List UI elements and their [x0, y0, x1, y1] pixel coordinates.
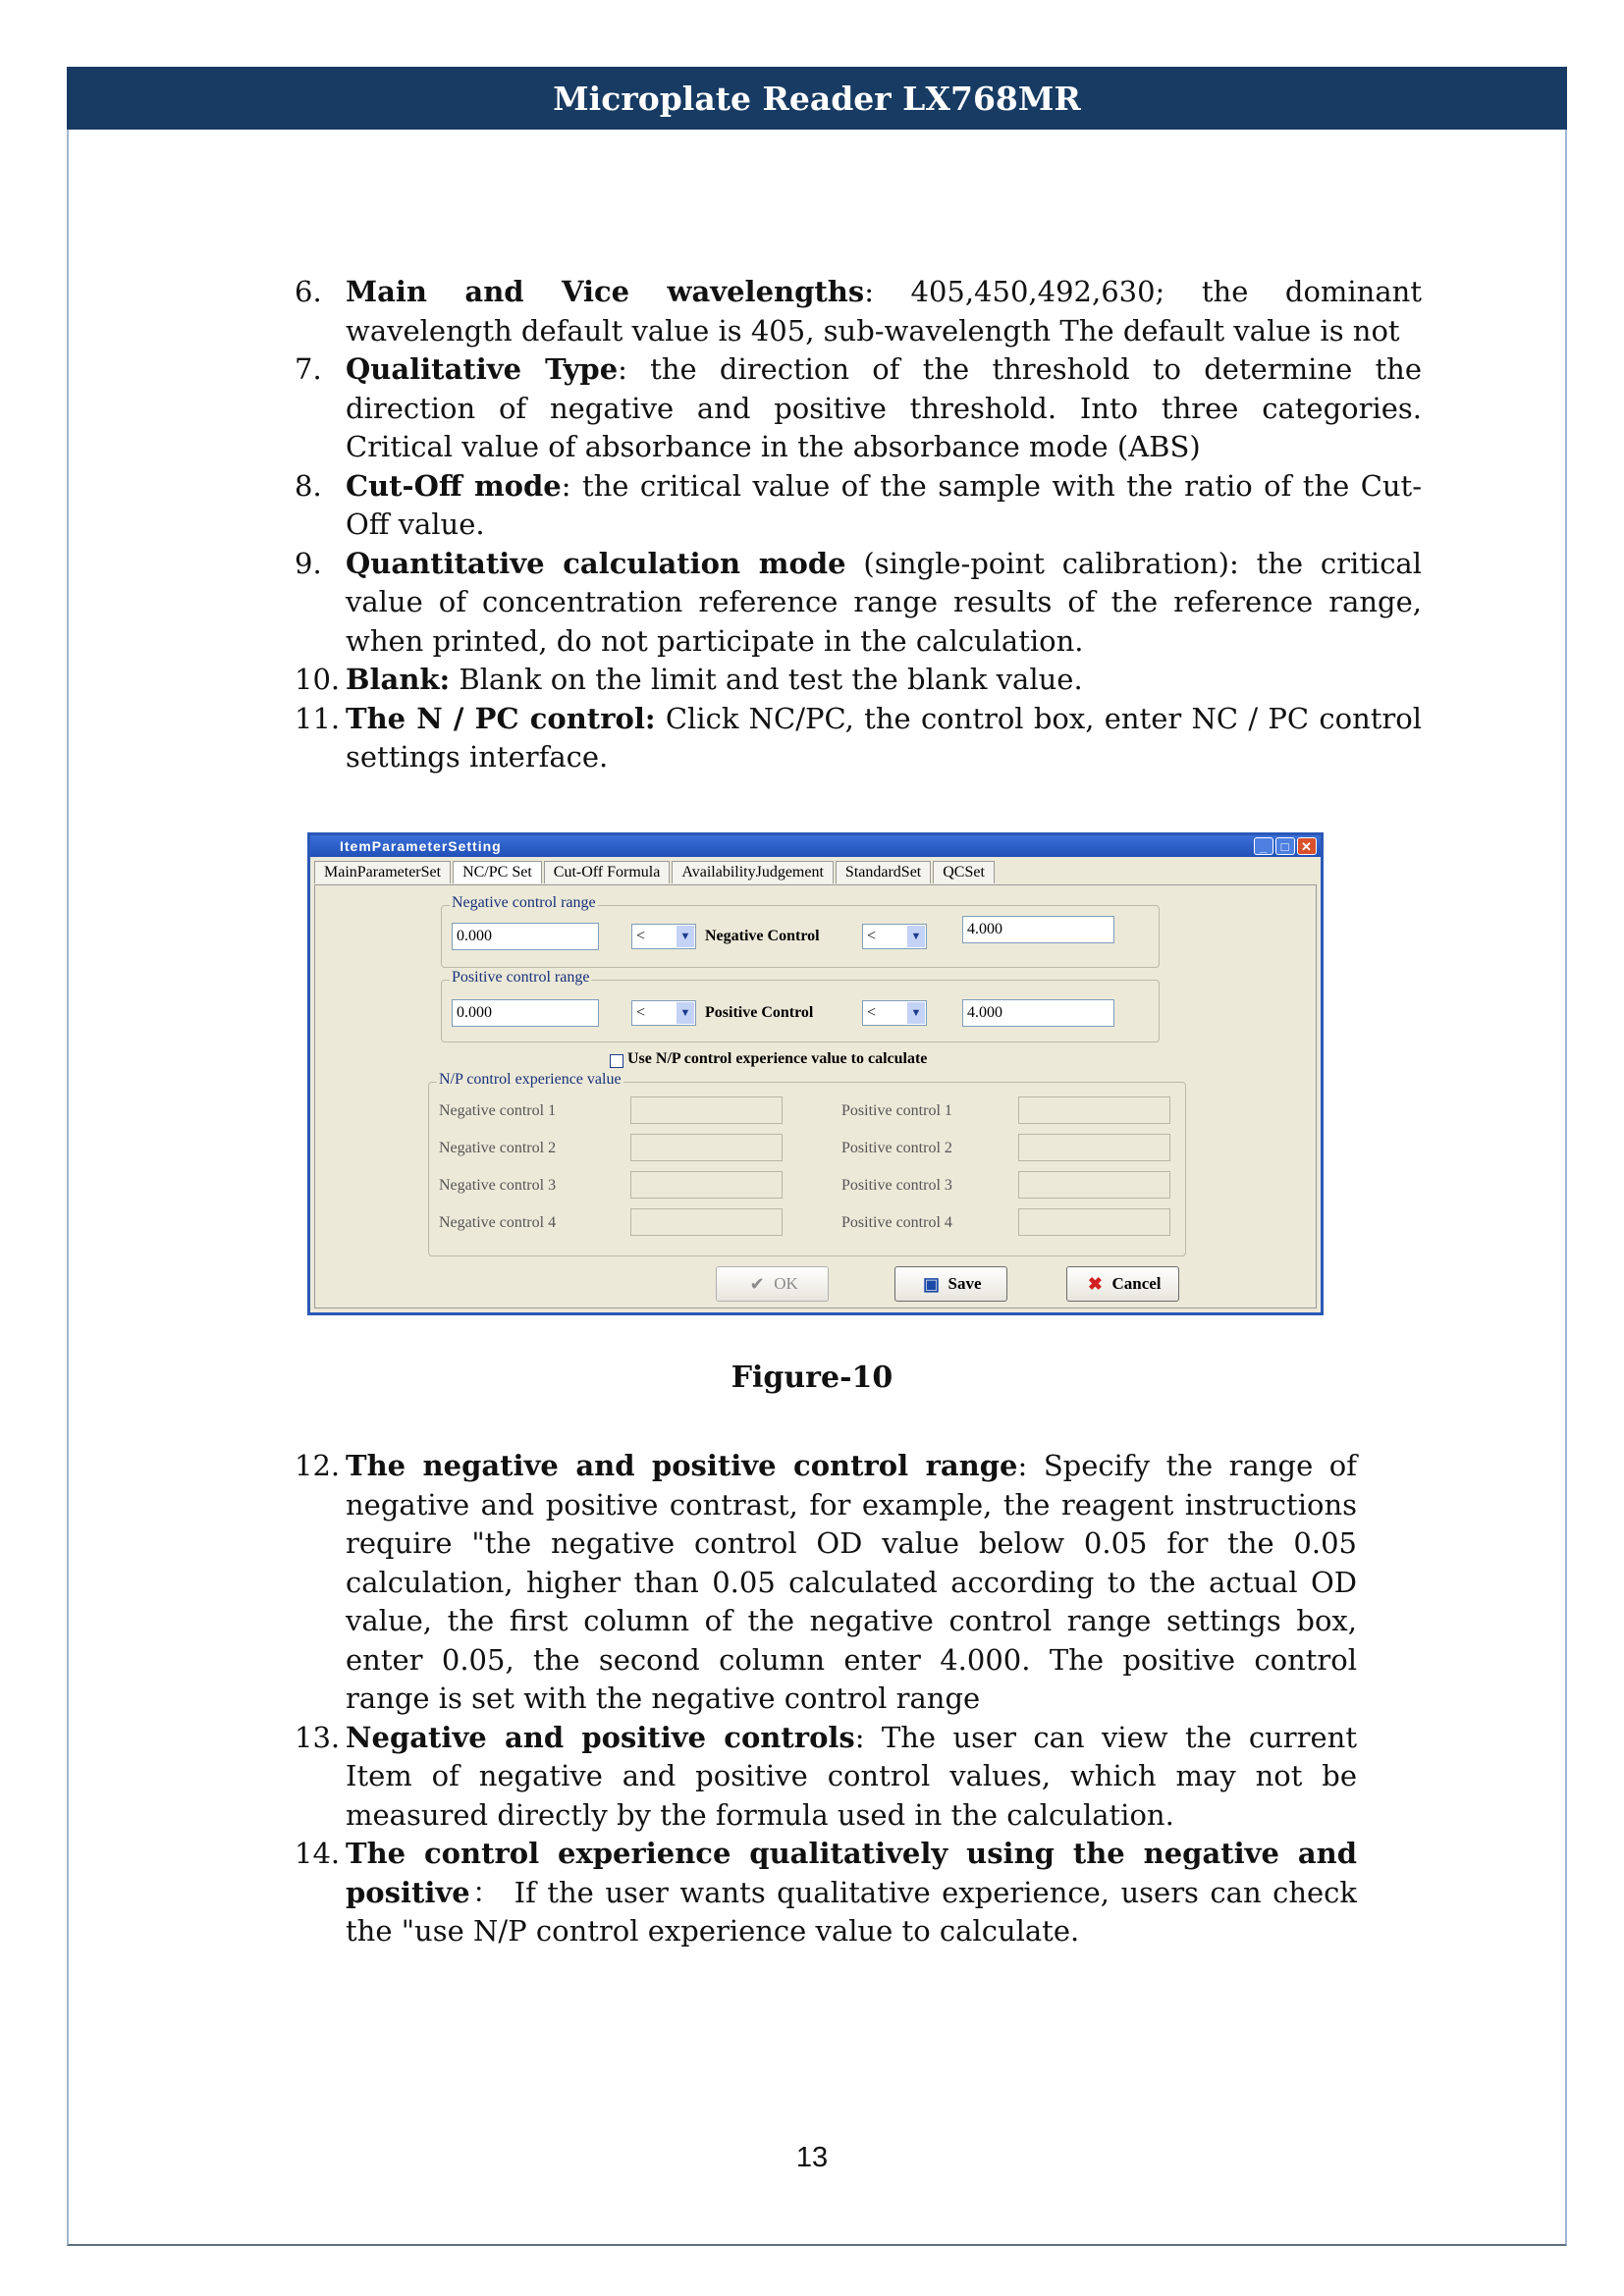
tab-standard-set[interactable]: StandardSet	[836, 861, 931, 883]
negative-control-range-group	[441, 894, 1160, 968]
list-item: 7. Qualitative Type: the direction of the threshold to determine the direction of negative and positive threshold. Into three categories. Critical value of absorbance in the absorbance mode (ABS)	[295, 352, 1422, 463]
chevron-down-icon: ▼	[907, 1002, 925, 1024]
positive-control-4-label: Positive control 4	[841, 1214, 952, 1231]
window-title: ItemParameterSetting	[340, 838, 502, 854]
positive-op2-select[interactable]: < ▼	[862, 1000, 927, 1026]
negative-control-4-input	[630, 1208, 783, 1236]
group-legend: N/P control experience value	[439, 1071, 622, 1088]
positive-low-input[interactable]: 0.000	[452, 999, 599, 1027]
header-title: Microplate Reader LX768MR	[553, 79, 1081, 118]
list-item: 12. The negative and positive control range: Specify the range of negative and positive contrast, for example, the reagent instructions require "the negative control OD value below 0.05 for the 0.05 calculation, higher than 0.05 calculated according to the actual OD value, the first column of the negative control range settings box, enter 0.05, the second column enter 4.000. The positive control range is set with the negative control range	[295, 1449, 1357, 1715]
positive-control-3-label: Positive control 3	[841, 1177, 952, 1194]
chevron-down-icon: ▼	[677, 1002, 694, 1024]
negative-high-input[interactable]: 4.000	[962, 916, 1114, 943]
negative-control-4-label: Negative control 4	[439, 1214, 557, 1231]
minimize-icon[interactable]: _	[1254, 837, 1273, 855]
list-item: 13. Negative and positive controls: The user can view the current Item of negative and positive control values, which may not be measured directly by the formula used in the calculation.	[295, 1720, 1357, 1832]
ok-button[interactable]: ✔ OK	[716, 1266, 829, 1302]
tab-main-parameter-set[interactable]: MainParameterSet	[314, 861, 451, 883]
list-bottom	[295, 1447, 1357, 1951]
tab-panel	[314, 884, 1317, 1308]
page-number: 13	[795, 2142, 829, 2173]
chevron-down-icon: ▼	[677, 926, 694, 947]
tab-cut-off-formula[interactable]: Cut-Off Formula	[544, 861, 671, 883]
negative-control-3-input	[630, 1171, 783, 1199]
negative-low-input[interactable]: 0.000	[452, 923, 599, 950]
list-item: 6. Main and Vice wavelengths: 405,450,492,630; the dominant wavelength default value is 405, sub-wavelength The default value is not	[295, 275, 1422, 347]
positive-control-2-label: Positive control 2	[841, 1140, 952, 1156]
close-icon[interactable]: ✕	[1297, 837, 1317, 855]
list-item: 9. Quantitative calculation mode (single-point calibration): the critical value of concentration reference range results of the reference range, when printed, do not participate in the calculation.	[295, 546, 1422, 658]
positive-control-2-input	[1018, 1134, 1170, 1161]
maximize-icon[interactable]: □	[1275, 837, 1295, 855]
negative-control-1-input	[630, 1096, 783, 1124]
np-experience-group	[428, 1071, 1186, 1256]
window-titlebar	[310, 835, 1321, 857]
negative-control-label: Negative Control	[705, 928, 820, 944]
negative-op1-select[interactable]: < ▼	[631, 924, 696, 949]
positive-control-label: Positive Control	[705, 1004, 814, 1021]
negative-control-1-label: Negative control 1	[439, 1102, 557, 1119]
list-item: 10. Blank: Blank on the limit and test the blank value.	[295, 663, 1083, 696]
chevron-down-icon: ▼	[907, 926, 925, 947]
positive-high-input[interactable]: 4.000	[962, 999, 1114, 1027]
group-legend: Positive control range	[452, 969, 590, 986]
tab-bar	[314, 861, 997, 883]
list-top	[295, 273, 1422, 777]
figure-caption: Figure-10	[731, 1361, 893, 1395]
negative-control-3-label: Negative control 3	[439, 1177, 557, 1194]
positive-op1-select[interactable]: < ▼	[631, 1000, 696, 1026]
checkmark-icon: ✔	[749, 1274, 765, 1294]
positive-control-1-label: Positive control 1	[841, 1102, 952, 1119]
negative-control-2-label: Negative control 2	[439, 1140, 557, 1156]
use-experience-label: Use N/P control experience value to calculate	[627, 1050, 928, 1067]
negative-op2-select[interactable]: < ▼	[862, 924, 927, 949]
negative-control-2-input	[630, 1134, 783, 1161]
positive-control-3-input	[1018, 1171, 1170, 1199]
use-experience-checkbox[interactable]	[610, 1054, 623, 1068]
cancel-button[interactable]: ✖ Cancel	[1066, 1266, 1179, 1302]
positive-control-1-input	[1018, 1096, 1170, 1124]
positive-control-range-group	[441, 969, 1160, 1042]
save-button[interactable]: ▣ Save	[894, 1266, 1007, 1302]
tab-qc-set[interactable]: QCSet	[933, 861, 995, 883]
dialog-window	[307, 832, 1324, 1315]
list-item: 8. Cut-Off mode: the critical value of the sample with the ratio of the Cut-Off value.	[295, 468, 1423, 541]
list-item: 11. The N / PC control: Click NC/PC, the control box, enter NC / PC control settings interface.	[295, 701, 1423, 774]
floppy-disk-icon: ▣	[922, 1274, 940, 1294]
tab-nc-pc-set[interactable]: NC/PC Set	[453, 861, 542, 883]
positive-control-4-input	[1018, 1208, 1170, 1236]
tab-availability-judgement[interactable]: AvailabilityJudgement	[672, 861, 834, 883]
page-header	[67, 67, 1567, 130]
list-item: 14. The control experience qualitatively using the negative and positive： If the user wants qualitative experience, users can check the "use N/P control experience value to calculate.	[295, 1837, 1357, 1948]
group-legend: Negative control range	[452, 894, 596, 911]
close-icon: ✖	[1087, 1274, 1104, 1294]
